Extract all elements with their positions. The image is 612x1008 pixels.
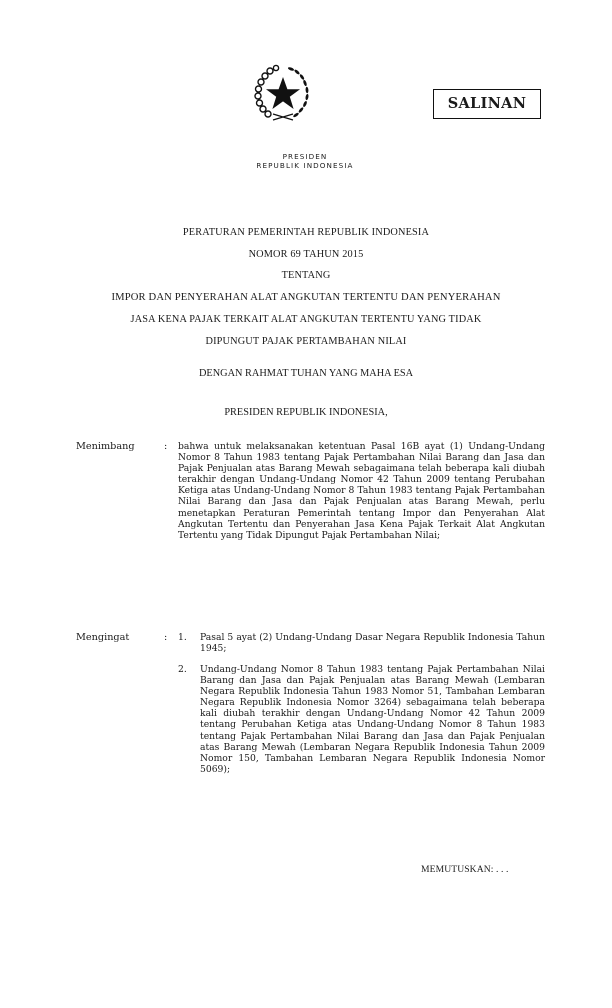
mengingat-item-2-text: Undang-Undang Nomor 8 Tahun 1983 tentang Pajak Pertambahan Nilai Barang dan Jasa dan Pajak Penjualan atas Barang Mewah (Lembaran Negara Republik Indonesia Tahun 1983 Nomor 51, Tambahan Lembaran Negara Republik Indonesia Nomor 3264) sebagaimana telah beberapa kali diubah terakhir dengan Undang-Undang Nomor 42 Tahun 2009 tentang Perubahan Ketiga atas Undang-Undang Nomor 8 Tahun 1983 tentang Pajak Pertambahan Nilai Barang dan Jasa dan Pajak Penjualan atas Barang Mewah (Lembaran Negara Republik Indonesia Tahun 2009 Nomor 150, Tambahan Lembaran Negara Republik Indonesia Nomor 5069);: [200, 664, 545, 775]
title-line-3: TENTANG: [281, 270, 331, 282]
regulation-title: [40, 222, 572, 352]
caption-presiden: PRESIDEN: [282, 152, 328, 161]
dengan-rahmat-heading: DENGAN RAHMAT TUHAN YANG MAHA ESA: [198, 368, 414, 379]
mengingat-label: Mengingat: [76, 632, 130, 643]
menimbang-text: bahwa untuk melaksanakan ketentuan Pasal 16B ayat (1) Undang-Undang Nomor 8 Tahun 1983 tentang Pajak Pertambahan Nilai Barang dan Jasa dan Pajak Penjualan atas Barang Mewah sebagaimana telah beberapa kali diubah terakhir dengan Undang-Undang Nomor 42 Tahun 2009 tentang Perubahan Ketiga atas Undang-Undang Nomor 8 Tahun 1983 tentang Pajak Pertambahan Nilai Barang dan Jasa dan Pajak Penjualan atas Barang Mewah, perlu menetapkan Peraturan Pemerintah tentang Impor dan Penyerahan Alat Angkutan Tertentu dan Penyerahan Jasa Kena Pajak Terkait Alat Angkutan Tertentu yang Tidak Dipungut Pajak Pertambahan Nilai;: [178, 441, 545, 541]
mengingat-item-2-number: 2.: [178, 664, 187, 675]
caption-republik-indonesia: REPUBLIK INDONESIA: [256, 161, 354, 170]
presiden-heading: PRESIDEN REPUBLIK INDONESIA,: [224, 407, 388, 418]
menimbang-colon: :: [164, 441, 168, 452]
title-line-1: PERATURAN PEMERINTAH REPUBLIK INDONESIA: [182, 227, 430, 238]
title-line-5: JASA KENA PAJAK TERKAIT ALAT ANGKUTAN TERTENTU YANG TIDAK: [130, 313, 482, 325]
garuda-star-emblem-icon: [253, 64, 313, 124]
letterhead-caption: [200, 152, 410, 170]
title-line-2: NOMOR 69 TAHUN 2015: [248, 248, 364, 260]
salinan-stamp: SALINAN: [433, 89, 541, 119]
mengingat-colon: :: [164, 632, 168, 643]
mengingat-item-1-text: Pasal 5 ayat (2) Undang-Undang Dasar Negara Republik Indonesia Tahun 1945;: [200, 632, 545, 655]
title-line-6: DIPUNGUT PAJAK PERTAMBAHAN NILAI: [205, 335, 407, 347]
title-line-4: IMPOR DAN PENYERAHAN ALAT ANGKUTAN TERTENTU DAN PENYERAHAN: [111, 292, 501, 304]
menimbang-label: Menimbang: [76, 441, 135, 452]
memutuskan-continuation: MEMUTUSKAN: . . .: [421, 864, 509, 875]
mengingat-item-1-number: 1.: [178, 632, 187, 643]
